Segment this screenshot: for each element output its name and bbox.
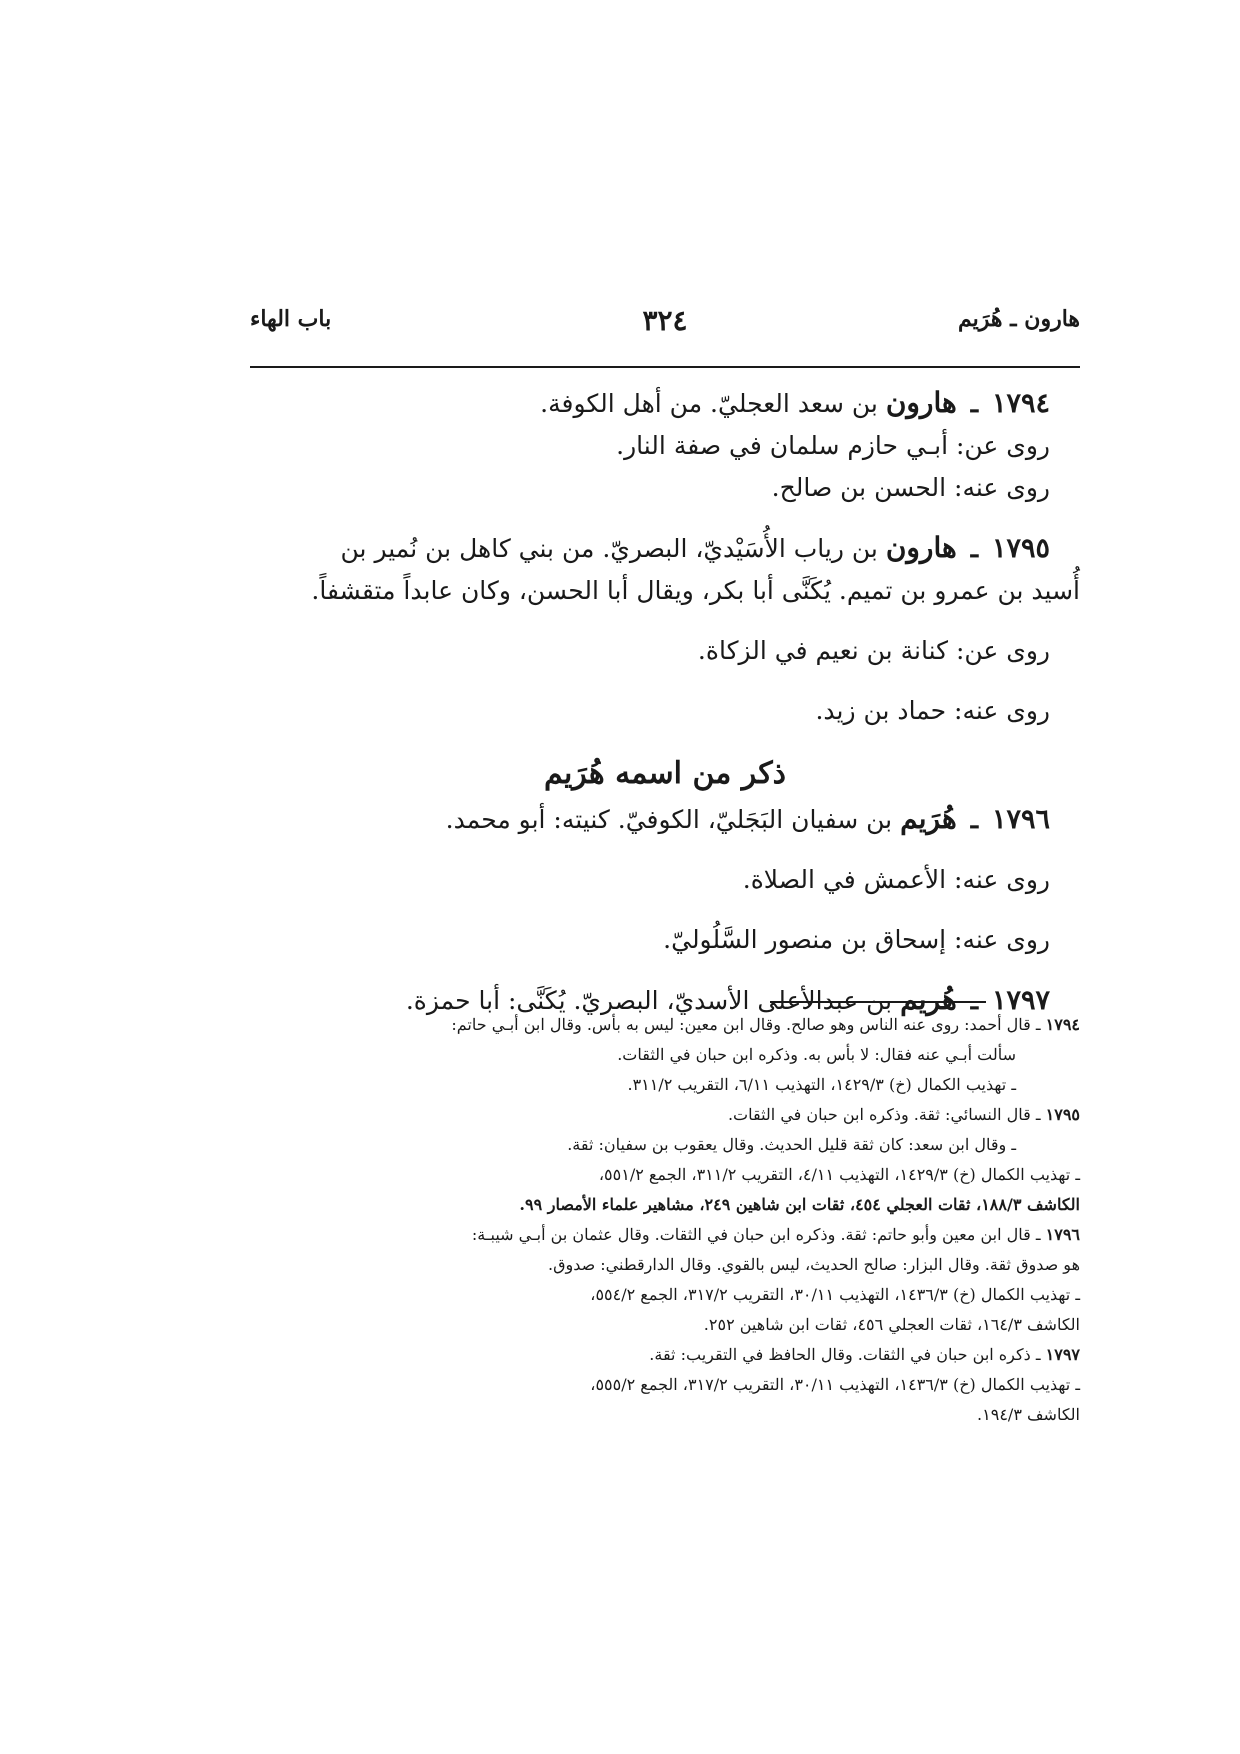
footnote-1795-line-1 xyxy=(250,1100,1080,1130)
entry-dash: ـ xyxy=(970,805,979,834)
header-chapter-range: هارون ـ هُرَيم xyxy=(958,306,1080,332)
entry-number: ١٧٩٦ xyxy=(991,804,1050,835)
entry-text: بن عبدالأعلى الأسديّ، البصريّ. يُكَنَّى: أبا حمزة. xyxy=(405,986,893,1015)
entry-number: ١٧٩٧ xyxy=(991,985,1050,1016)
footnote-1795-line-4: الكاشف ١٨٨/٣، ثقات العجلي ٤٥٤، ثقات ابن شاهين ٢٤٩، مشاهير علماء الأمصار ٩٩. xyxy=(519,1195,1080,1214)
footnote-rule xyxy=(770,1001,986,1003)
entry-dash: ـ xyxy=(970,986,979,1015)
footnote-1794-line-2: سألت أبـي عنه فقال: لا بأس به. وذكره ابن حبان في الثقات. xyxy=(617,1045,1016,1064)
entry-1795-heading xyxy=(250,527,1050,570)
entry-name: هُريم xyxy=(900,983,957,1016)
entry-1794-narrated-from: روى عن: أبـي حازم سلمان في صفة النار. xyxy=(616,431,1050,460)
footnote-number: ١٧٩٦ xyxy=(1045,1225,1080,1244)
footnote-1796-line-3: ـ تهذيب الكمال (خ) ١٤٣٦/٣، التهذيب ٣٠/١١، التقريب ٣١٧/٢، الجمع ٥٥٤/٢، xyxy=(590,1285,1080,1304)
entry-text: بن رياب الأُسَيْديّ، البصريّ. من بني كاهل بن نُمير بن xyxy=(340,534,878,563)
entry-1795-narrated-by: روى عنه: حماد بن زيد. xyxy=(815,696,1050,725)
entry-1795-narrated-from: روى عن: كنانة بن نعيم في الزكاة. xyxy=(697,636,1050,665)
footnote-text: ـ قال ابن معين وأبو حاتم: ثقة. وذكره ابن حبان في الثقات. وقال عثمان بن أبـي شيبـة: xyxy=(471,1225,1041,1244)
header-section-title: باب الهاء xyxy=(250,306,332,332)
footnote-text: ـ قال النسائي: ثقة. وذكره ابن حبان في الثقات. xyxy=(727,1105,1041,1124)
page-number: ٣٢٤ xyxy=(642,304,688,337)
entry-dash: ـ xyxy=(970,534,979,563)
footnote-text: ـ ذكره ابن حبان في الثقات. وقال الحافظ في التقريب: ثقة. xyxy=(649,1345,1041,1364)
entry-text: بن سفيان البَجَليّ، الكوفيّ. كنيته: أبو محمد. xyxy=(445,805,893,834)
footnote-1795-line-3: ـ تهذيب الكمال (خ) ١٤٢٩/٣، التهذيب ٤/١١، التقريب ٣١١/٢، الجمع ٥٥١/٢، xyxy=(598,1165,1080,1184)
footnote-1794-line-3: ـ تهذيب الكمال (خ) ١٤٢٩/٣، التهذيب ٦/١١، التقريب ٣١١/٢. xyxy=(627,1075,1016,1094)
entry-1796-heading xyxy=(250,798,1050,841)
entry-1795-continuation: أُسيد بن عمرو بن تميم. يُكَنَّى أبا بكر، ويقال أبا الحسن، وكان عابداً متقشفاً. xyxy=(311,576,1080,605)
footnote-1796-line-1 xyxy=(250,1220,1080,1250)
footnote-1795-line-2: ـ وقال ابن سعد: كان ثقة قليل الحديث. وقال يعقوب بن سفيان: ثقة. xyxy=(567,1135,1016,1154)
entry-1796-narrated-by-1: روى عنه: الأعمش في الصلاة. xyxy=(742,865,1050,894)
entry-name: هُرَيم xyxy=(900,802,957,835)
entry-1794-heading xyxy=(250,382,1050,425)
footnote-1797-line-1 xyxy=(250,1340,1080,1370)
entry-1796-narrated-by-2: روى عنه: إسحاق بن منصور السَّلُوليّ. xyxy=(663,925,1050,954)
footnote-1794-line-1 xyxy=(250,1010,1080,1040)
main-text xyxy=(250,382,1080,1022)
footnote-1796-line-2: هو صدوق ثقة. وقال البزار: صالح الحديث، ليس بالقوي. وقال الدارقطني: صدوق. xyxy=(547,1255,1080,1274)
running-header xyxy=(250,306,1080,346)
entry-name: هارون xyxy=(885,531,957,564)
entry-1794-narrated-by: روى عنه: الحسن بن صالح. xyxy=(771,473,1050,502)
footnote-1796-line-4: الكاشف ١٦٤/٣، ثقات العجلي ٤٥٦، ثقات ابن شاهين ٢٥٢. xyxy=(703,1315,1080,1334)
footnote-1797-line-2: ـ تهذيب الكمال (خ) ١٤٣٦/٣، التهذيب ٣٠/١١، التقريب ٣١٧/٢، الجمع ٥٥٥/٢، xyxy=(590,1375,1080,1394)
footnote-number: ١٧٩٥ xyxy=(1045,1105,1080,1124)
footnote-number: ١٧٩٧ xyxy=(1045,1345,1080,1364)
footnote-1797-line-3: الكاشف ١٩٤/٣. xyxy=(977,1405,1080,1424)
entry-number: ١٧٩٤ xyxy=(991,388,1050,419)
entry-text: بن سعد العجليّ. من أهل الكوفة. xyxy=(540,389,878,418)
footnote-number: ١٧٩٤ xyxy=(1045,1015,1080,1034)
header-rule xyxy=(250,366,1080,368)
entry-number: ١٧٩٥ xyxy=(991,533,1050,564)
footnote-text: ـ قال أحمد: روى عنه الناس وهو صالح. وقال ابن معين: ليس به بأس. وقال ابن أبـي حاتم: xyxy=(451,1015,1041,1034)
section-title: ذكر من اسمه هُرَيم xyxy=(543,756,787,791)
footnotes xyxy=(250,1010,1080,1430)
entry-dash: ـ xyxy=(970,389,979,418)
entry-name: هارون xyxy=(885,386,957,419)
